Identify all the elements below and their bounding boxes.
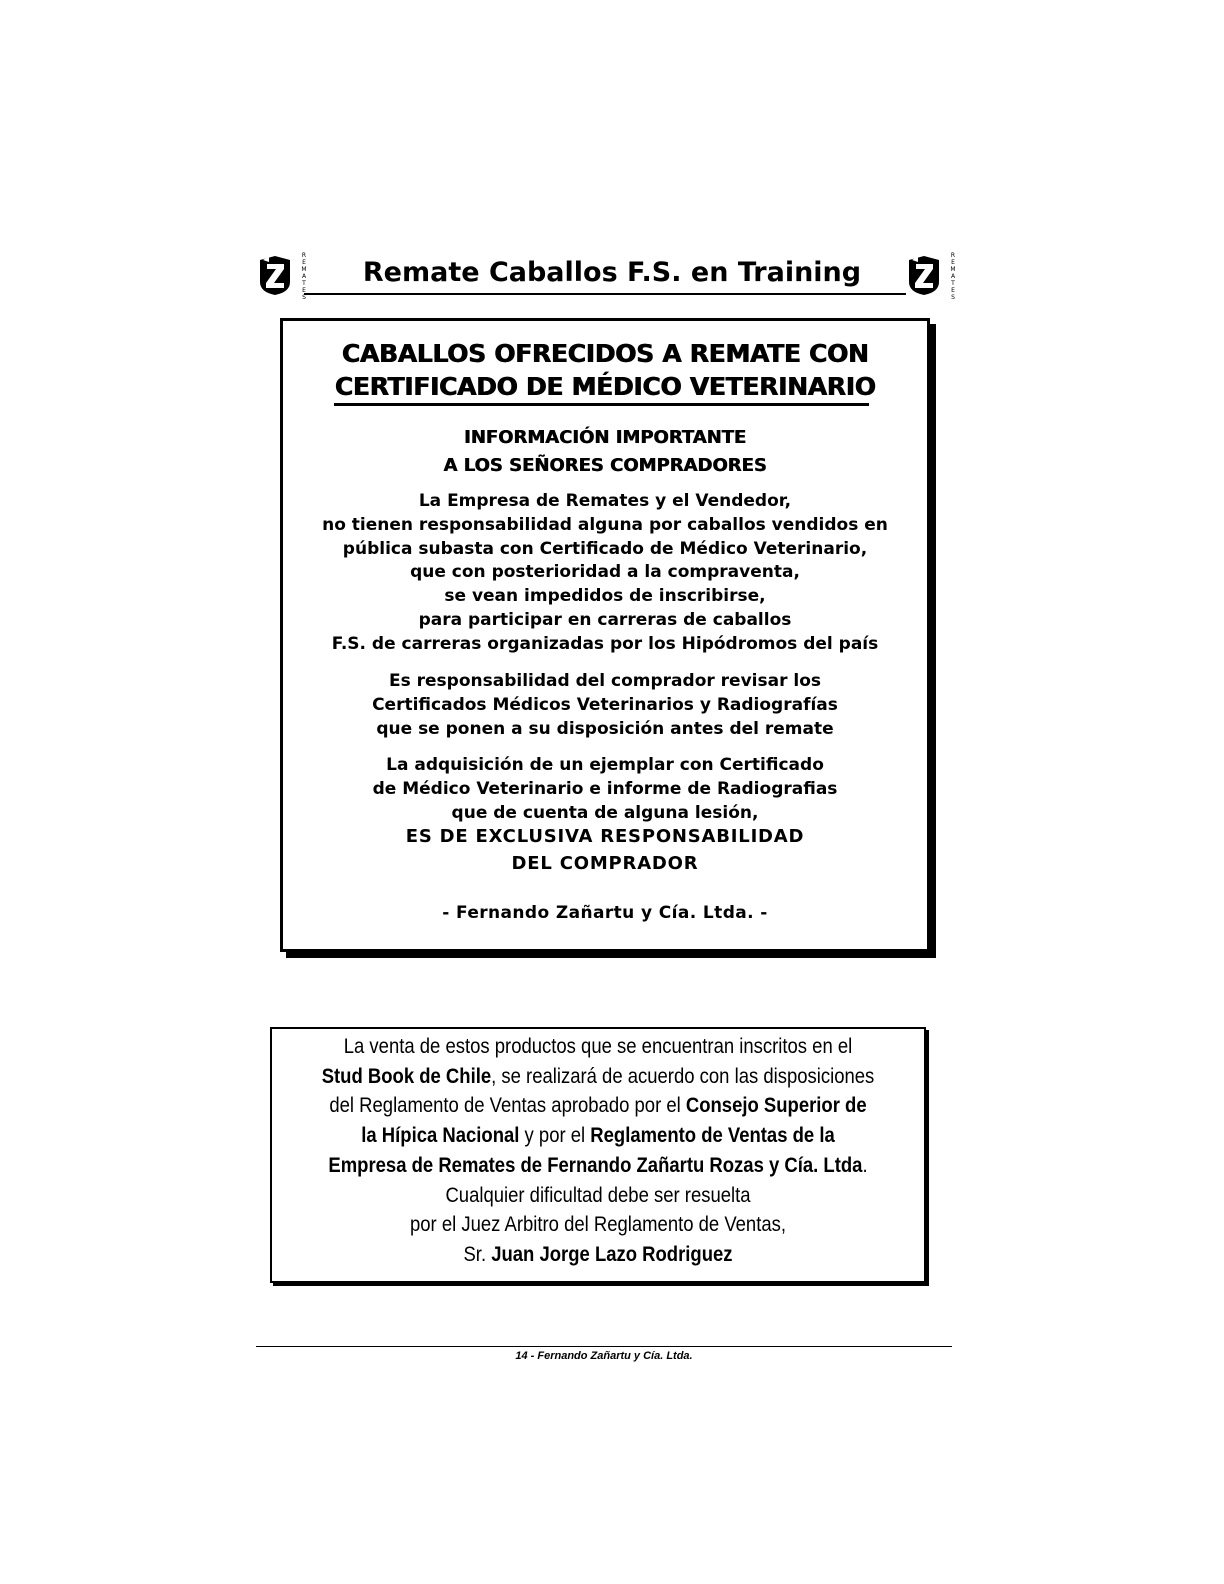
footer-divider	[256, 1346, 952, 1347]
notice-emphasis: ES DE EXCLUSIVA RESPONSABILIDAD DEL COMPRADOR	[405, 826, 805, 874]
notice-signature: - Fernando Zañartu y Cía. Ltda. -	[442, 903, 768, 923]
company-logo-right	[906, 252, 966, 301]
notice-paragraph-liability: La Empresa de Remates y el Vendedor, no tienen responsabilidad alguna por caballos vendidos en pública subasta con Certificado de Médico Veterinario, que con posterioridad a la compraventa, se vean impedidos de inscribirse, para participar en carreras de caballos F.S. de carreras organizadas por los Hipódromos del país	[322, 491, 888, 654]
judge-name: Juan Jorge Lazo Rodriguez	[491, 1242, 733, 1266]
logo-side-text: R E M A T E S	[301, 252, 307, 301]
logo-side-text: R E M A T E S	[950, 252, 956, 301]
notice-title: CABALLOS OFRECIDOS A REMATE CON CERTIFICADO DE MÉDICO VETERINARIO	[334, 339, 876, 401]
notice-title-divider	[334, 403, 869, 406]
company-logo-left	[257, 252, 317, 301]
regulation-text: La venta de estos productos que se encuentran inscritos en el Stud Book de Chile, se realizará de acuerdo con las disposiciones del Reglamento de Ventas aprobado por el Consejo Superior de la Hípica Nacional y por el Reglamento de Ventas de la Empresa de Remates de Fernando Zañartu Rozas y Cía. Ltda. Cualquier dificultad debe ser resuelta por el Juez Arbitro del Reglamento de Ventas, Sr. Juan Jorge Lazo Rodriguez	[321, 1035, 875, 1266]
company-name: Empresa de Remates de Fernando Zañartu Rozas y Cía. Ltda	[328, 1153, 863, 1177]
header-divider	[304, 293, 906, 295]
sale-regulation-notice	[270, 1027, 926, 1283]
logo-z-emblem-icon	[906, 254, 942, 296]
notice-paragraph-acquisition: La adquisición de un ejemplar con Certificado de Médico Veterinario e informe de Radiografias que de cuenta de alguna lesión,	[372, 755, 838, 823]
notice-subtitle: INFORMACIÓN IMPORTANTE A LOS SEÑORES COMPRADORES	[443, 427, 767, 476]
page-header-title: Remate Caballos F.S. en Training	[362, 257, 862, 288]
reglamento-name: Reglamento de Ventas de la	[590, 1124, 835, 1148]
page-footer: 14 - Fernando Zañartu y Cía. Ltda.	[515, 1350, 693, 1362]
notice-paragraph-review: Es responsabilidad del comprador revisar los Certificados Médicos Veterinarios y Radiografías que se ponen a su disposición antes del remate	[372, 671, 838, 739]
logo-z-emblem-icon	[257, 254, 293, 296]
veterinary-certificate-notice	[280, 318, 930, 952]
stud-book-name: Stud Book de Chile	[321, 1064, 492, 1088]
consejo-name: Consejo Superior de	[685, 1094, 867, 1118]
